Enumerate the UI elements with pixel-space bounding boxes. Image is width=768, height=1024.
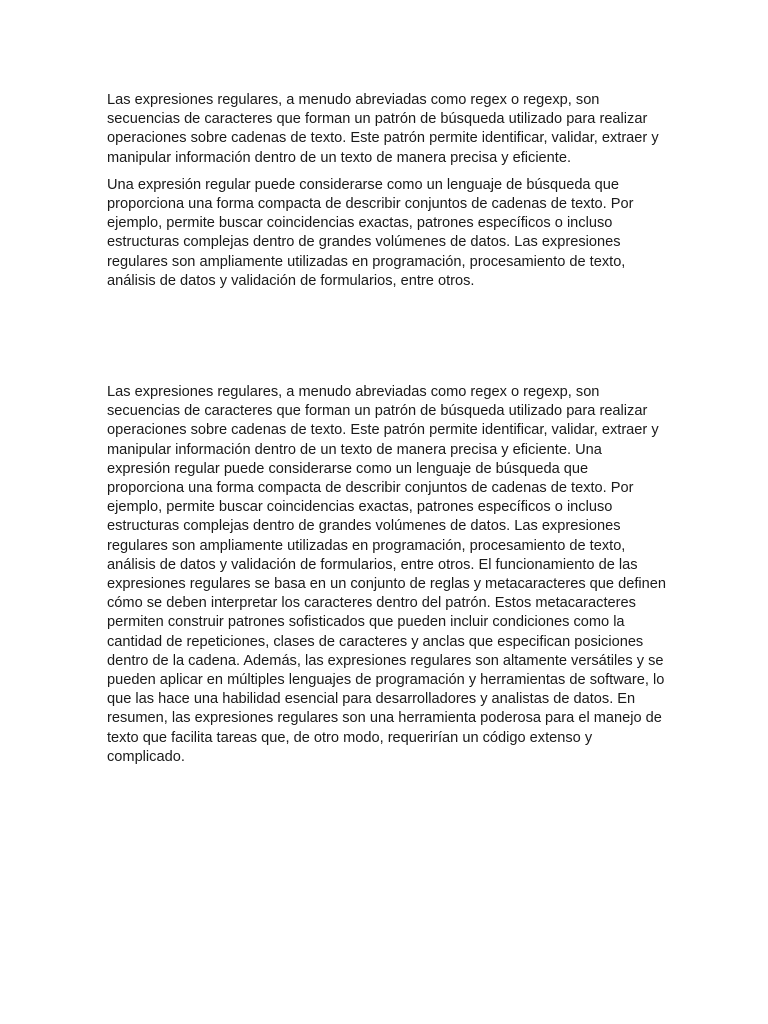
paragraph: Una expresión regular puede considerarse como un lenguaje de búsqueda que proporciona una forma compacta de describir conjuntos de cadenas de texto. Por ejemplo, permite buscar coincidencias exactas, patrones específicos o incluso estructuras complejas dentro de grandes volúmenes de datos. Las expresiones regulares son ampliamente utilizadas en programación, procesamiento de texto, análisis de datos y validación de formularios, entre otros. bbox=[107, 176, 634, 289]
paragraph: Las expresiones regulares, a menudo abreviadas como regex o regexp, son secuencias de caracteres que forman un patrón de búsqueda utilizado para realizar operaciones sobre cadenas de texto. Este patrón permite identificar, validar, extraer y manipular información dentro de un texto de manera precisa y eficiente. Una expresión regular puede considerarse como un lenguaje de búsqueda que proporciona una forma compacta de describir conjuntos de cadenas de texto. Por ejemplo, permite buscar coincidencias exactas, patrones específicos o incluso estructuras complejas dentro de grandes volúmenes de datos. Las expresiones regulares son ampliamente utilizadas en programación, procesamiento de texto, análisis de datos y validación de formularios, entre otros. El funcionamiento de las expresiones regulares se basa en un conjunto de reglas y metacaracteres que definen cómo se deben interpretar los caracteres dentro del patrón. Estos metacaracteres permiten construir patrones sofisticados que pueden incluir condiciones como la cantidad de repeticiones, clases de caracteres y anclas que especifican posiciones dentro de la cadena. Además, las expresiones regulares son altamente versátiles y se pueden aplicar en múltiples lenguajes de programación y herramientas de software, lo que las hace una habilidad esencial para desarrolladores y analistas de datos. En resumen, las expresiones regulares son una herramienta poderosa para el manejo de texto que facilita tareas que, de otro modo, requerirían un código extenso y complicado. bbox=[107, 384, 666, 765]
text-section-1 bbox=[107, 91, 667, 291]
paragraph: Las expresiones regulares, a menudo abreviadas como regex o regexp, son secuencias de caracteres que forman un patrón de búsqueda utilizado para realizar operaciones sobre cadenas de texto. Este patrón permite identificar, validar, extraer y manipular información dentro de un texto de manera precisa y eficiente. bbox=[107, 92, 659, 166]
text-section-2 bbox=[107, 383, 667, 767]
